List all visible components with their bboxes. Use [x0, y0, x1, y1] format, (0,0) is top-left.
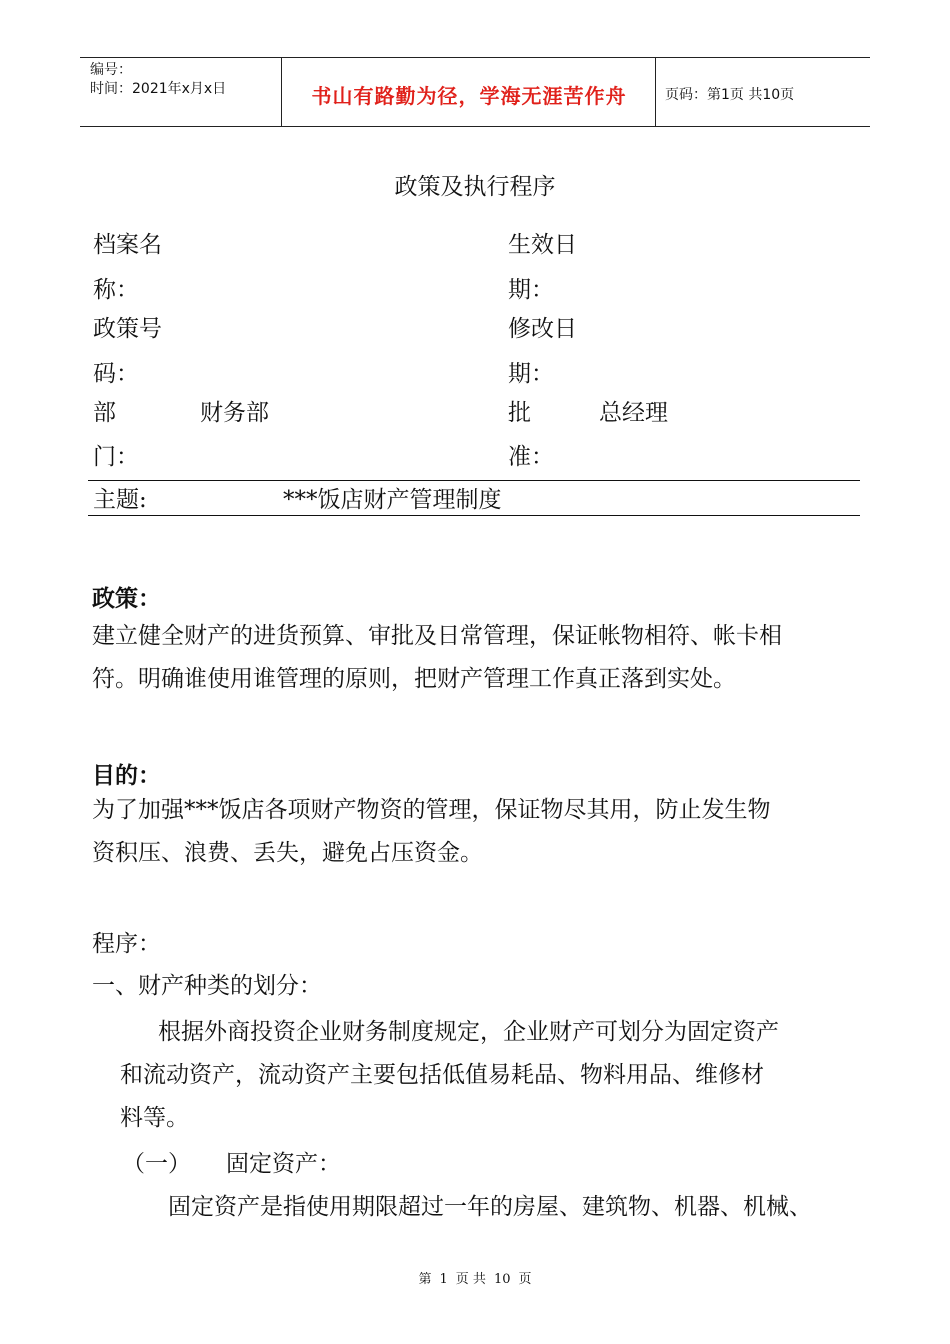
footer-mid: 页 共: [455, 1272, 486, 1287]
section-1-heading: 一、财产种类的划分：: [92, 973, 322, 999]
page-header: [80, 57, 870, 127]
approve-label-cont: 准：: [508, 444, 554, 470]
doc-time-label: 时间：2021年x月x日: [90, 81, 227, 97]
procedure-para-line-1: 根据外商投资企业财务制度规定，企业财产可划分为固定资产: [158, 1019, 779, 1045]
footer-page: 1: [439, 1272, 448, 1287]
policy-heading: 政策：: [92, 586, 161, 612]
dept-value: 财务部: [200, 400, 269, 426]
policy-line: 建立健全财产的进货预算、审批及日常管理，保证帐物相符、帐卡相: [92, 623, 782, 649]
policy-no-label-cont: 码：: [93, 361, 139, 387]
policy-line: 符。明确谁使用谁管理的原则，把财产管理工作真正落到实处。: [92, 666, 736, 692]
header-meta: [90, 61, 226, 99]
divider-line: [88, 480, 860, 481]
subsection-number: （一）: [122, 1151, 191, 1177]
subject-label: 主题:: [93, 487, 147, 513]
dept-label-cont: 门：: [93, 444, 139, 470]
file-name-label-cont: 称：: [93, 277, 139, 303]
approve-value: 总经理: [599, 400, 668, 426]
procedure-para-line-2: 和流动资产，流动资产主要包括低值易耗品、物料用品、维修材: [120, 1062, 764, 1088]
subsection-title: 固定资产：: [226, 1151, 341, 1177]
purpose-text: [92, 789, 771, 875]
policy-no-label: 政策号: [93, 316, 162, 342]
footer-suffix: 页: [518, 1272, 532, 1287]
purpose-line: 为了加强***饭店各项财产物资的管理，保证物尽其用，防止发生物: [92, 797, 771, 823]
effective-date-label: 生效日: [508, 232, 577, 258]
header-divider: [655, 58, 656, 126]
procedure-heading: 程序：: [92, 931, 161, 957]
purpose-heading: 目的：: [92, 763, 161, 789]
dept-label: 部: [93, 400, 116, 426]
revision-date-label-cont: 期：: [508, 361, 554, 387]
footer-total: 10: [493, 1272, 511, 1287]
subject-value: ***饭店财产管理制度: [283, 487, 502, 513]
page-footer: [0, 1268, 950, 1287]
header-motto: 书山有路勤为径，学海无涯苦作舟: [311, 84, 627, 108]
doc-code-label: 编号：: [90, 62, 132, 78]
approve-label: 批: [508, 400, 531, 426]
document-title: 政策及执行程序: [394, 174, 556, 200]
fixed-assets-text: 固定资产是指使用期限超过一年的房屋、建筑物、机器、机械、: [168, 1194, 812, 1220]
divider-line: [88, 515, 860, 516]
footer-prefix: 第: [418, 1272, 432, 1287]
policy-text: [92, 615, 782, 701]
effective-date-label-cont: 期：: [508, 277, 554, 303]
header-divider: [281, 58, 282, 126]
file-name-label: 档案名: [93, 232, 162, 258]
procedure-para-line-3: 料等。: [120, 1105, 189, 1131]
purpose-line: 资积压、浪费、丢失，避免占压资金。: [92, 840, 483, 866]
header-page-info: 页码：第1页 共10页: [665, 87, 795, 103]
revision-date-label: 修改日: [508, 316, 577, 342]
